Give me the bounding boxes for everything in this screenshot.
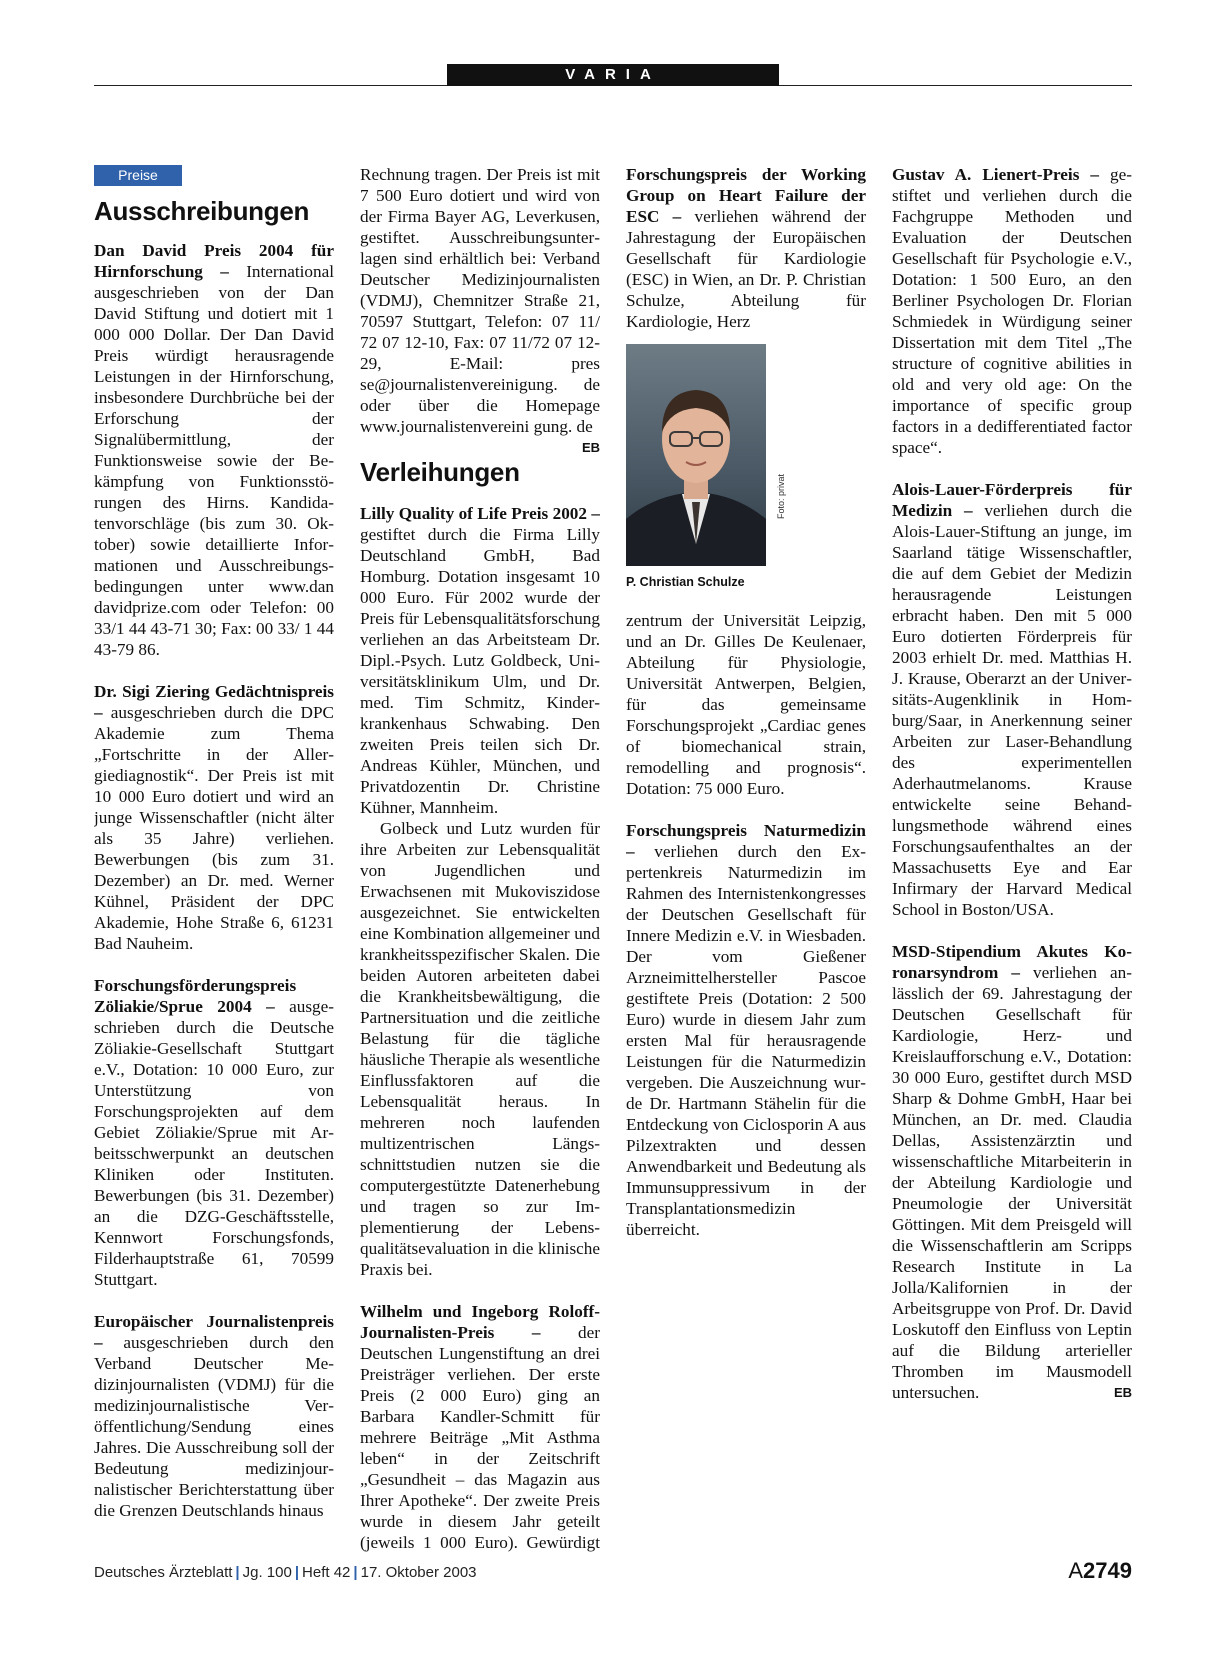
entry-naturmedizin: [626, 820, 866, 1240]
entry-body: verliehen anlässlich der 69. Jahrestagung der Deutschen Gesellschaft für Kardiologie, Herz- und Kreislaufforschung e.V., Dotation: 30 000 Euro, gestiftet durch MSD Sharp & Dohme GmbH, Haar bei München, an Dr. med. Claudia Dellas, Assistenzärztin und wissenschaftliche Mitarbeiterin in der Abteilung Kardiologie und Pneumologie der Universität Göttingen. Mit dem Preisgeld will die Wissenschaftlerin am Scripps Research Institute in La Jolla/Kalifornien in der Arbeitsgruppe von Prof. Dr. David Loskutoff den Einfluss von Leptin auf die Bildung arterieller Thromben im Mausmodell untersuchen.: [892, 963, 1132, 1402]
signature: EB: [581, 440, 600, 455]
category-tag: Preise: [94, 165, 182, 186]
column-2: [360, 164, 600, 1554]
footer-date: 17. Oktober 2003: [360, 1564, 477, 1581]
entry-body: gestiftet durch die Firma Lilly Deutschland GmbH, Bad Homburg. Dotation insgesamt 10 000 Euro. Für 2002 wurde der Preis für Lebensqualitätsforschung verliehen an das Arbeitsteam Dr. Dipl.-Psych. Lutz Goldbeck, Universitätsklinikum Ulm, und Dr. med. Tim Schmitz, Kinderkrankenhaus Schwabing. Den zweiten Preis teilen sich Dr. Andreas Kühler, München, und Privatdozentin Dr. Christine Kühner, Mannheim.: [360, 525, 600, 817]
entry-heart-failure-continued: zentrum der Universität Leipzig, und an Dr. Gilles De Keulenaer, Abteilung für Physiologie, Universität Antwerpen, Belgien, für das gemeinsame Forschungsprojekt „Cardiac genes of biomechanical strain, remodelling and prognosis“. Dotation: 75 000 Euro.: [626, 611, 866, 798]
footer-journal: Deutsches Ärzteblatt: [94, 1564, 233, 1581]
entry-body: ausgeschrieben durch die DPC Akademie zum Thema „Fortschritte in der Allergiediagnostik“. Der Preis ist mit 10 000 Euro dotiert und wird an junge Wissenschaftler (nicht älter als 35 Jahre) verliehen. Bewerbungen (bis zum 31. Dezember) an Dr. med. Werner Kühnel, Präsident der DPC Akademie, Hohe Straße 6, 61231 Bad Nauheim.: [94, 703, 334, 953]
heading-ausschreibungen: Ausschreibungen: [94, 196, 310, 226]
entry-body: gestiftet und verliehen durch die Fachgruppe Methoden und Evaluation der Deutschen Gesellschaft für Psychologie e.V., Dotation: 1 500 Euro, an den Berliner Psychologen Dr. Florian Schmiedek in Würdigung seiner Dissertation mit dem Titel „The structure of cognitive abilities in old and very old age: On the importance of specific group factors in a dedifferentiated factor space“.: [892, 165, 1132, 457]
entry-roloff: [360, 1301, 600, 1554]
portrait-illustration: [626, 344, 766, 566]
entry-body: verliehen während der Jahrestagung der Europäischen Gesellschaft für Kardiologie (ESC) in Wien, an Dr. P. Christian Schulze, Abteilung für Kardiologie, Herz: [626, 207, 866, 331]
page-prefix: A: [1068, 1558, 1084, 1583]
entry-ziering: [94, 681, 334, 954]
page-number: [1068, 1558, 1132, 1584]
entry-title: MSD-Stipendium Akutes Koronarsyndrom –: [892, 942, 1132, 982]
entry-body: verliehen durch den Expertenkreis Naturmedizin im Rahmen des Internistenkongresses der Deutschen Gesellschaft für Innere Medizin e.V. in Wiesbaden. Der vom Gießener Arzneimittelhersteller Pascoe gestiftete Preis (Dotation: 2 500 Euro) wurde in diesem Jahr zum ersten Mal für herausragende Leistungen für die Naturmedizin vergeben. Die Auszeichnung wurde Dr. Hartmann Stähelin für die Entdeckung von Ciclosporin A aus Pilzextrakten und dessen Anwendbarkeit und Bedeutung als Immunsuppressivum in der Transplantationsmedizin überreicht.: [626, 842, 866, 1239]
photo-caption: P. Christian Schulze: [626, 575, 745, 589]
entry-dan-david: [94, 240, 334, 660]
entry-lilly-paragraph-2: Golbeck und Lutz wurden für ihre Arbeiten zur Lebensqualität von Jugendlichen und Erwachsenen mit Mukoviszidose ausgezeichnet. Sie entwickelten eine Kombination allgemeiner und krankheitsspezifischer Skalen. Die beiden Autoren arbeiteten dabei die Krankheitsbewältigung, die Partnersituation und die zeitliche Belastung für die tägliche häusliche Therapie als wesentliche Einflussfaktoren auf die Lebensqualität heraus. In mehreren noch laufenden multizentrischen Längsschnittstudien nutzen sie die computergestützte Datenerhebung und tragen so zur Implementierung der Lebensqualitätsevaluation in die klinische Praxis bei.: [360, 819, 600, 1279]
heading-verleihungen: Verleihungen: [360, 457, 520, 487]
entry-title: Gustav A. Lienert-Preis –: [892, 165, 1100, 184]
footer-volume: Jg. 100: [242, 1564, 292, 1581]
entry-body: ausgeschrieben durch den Verband Deutscher Medizinjournalisten (VDMJ) für die medizinjournalistische Veröffentlichung/Sendung eines Jahres. Die Ausschreibung soll der Bedeutung medizinjournalistischer Berichterstattung über die Grenzen Deutschlands hinaus: [94, 1333, 334, 1520]
entry-title: Dr. Sigi Ziering Gedächtnispreis –: [94, 682, 334, 722]
photo-credit: Foto: privat: [776, 473, 786, 519]
entry-body: verliehen durch die Alois-Lauer-Stiftung an junge, im Saarland tätige Wissenschaftler, die auf dem Gebiet der Medizin herausragende Leistungen erbracht haben. Den mit 5 000 Euro dotierten Förderpreis für 2003 erhielt Dr. med. Matthias H. J. Krause, Oberarzt an der Universitäts-Augenklinik in Homburg/Saar, in Anerkennung seiner Arbeiten zur Laser-Behandlung des experimentellen Aderhautmelanoms. Krause entwickelte seine Behandlungsmethode während eines Forschungsaufenthaltes an der Massachusetts Eye and Ear Infirmary der Harvard Medical School in Boston/USA.: [892, 501, 1132, 919]
entry-title: Europäischer Journalistenpreis –: [94, 1312, 334, 1352]
column-3: [626, 164, 866, 1554]
entry-msd: [892, 941, 1132, 1403]
entry-lienert: [892, 164, 1132, 458]
entry-body: ausgeschrieben durch die Deutsche Zöliakie-Gesellschaft Stuttgart e.V., Dotation: 10 000 Euro, zur Unterstützung von Forschungsprojekten auf dem Gebiet Zöliakie/Sprue mit Arbeitsschwerpunkt an deutschen Kliniken oder Instituten. Bewerbungen (bis 31. Dezember) an die DZG-Geschäftsstelle, Kennwort Forschungsfonds, Filderhauptstraße 61, 70599 Stuttgart.: [94, 997, 334, 1289]
entry-title: Forschungspreis der Working Group on Heart Failure der ESC –: [626, 165, 866, 226]
entry-zoeliakie: [94, 975, 334, 1290]
portrait-figure: [626, 344, 866, 600]
entry-title: Dan David Preis 2004 für Hirnforschung –: [94, 241, 334, 281]
entry-title: Alois-Lauer-Förderpreis für Medizin –: [892, 480, 1132, 520]
page-number-value: 2749: [1083, 1558, 1132, 1583]
entry-journalistenpreis-continued: [360, 164, 600, 455]
entry-lilly: [360, 503, 600, 818]
entry-body: International ausgeschrieben von der Dan David Stiftung und dotiert mit 1 000 000 Dollar. Der Dan David Preis würdigt herausragende Leistungen in der Hirnforschung, insbesondere Durchbrüche bei der Erforschung der Signalübermittlung, der Funktionsweise sowie der Bekämpfung von Funktionsstörungen des Hirns. Kandidatenvorschläge (bis zum 30. Oktober) sowie detaillierte Informationen und Ausschreibungsbedingungen unter www.dan davidprize.com oder Telefon: 00 33/1 44 43-71 30; Fax: 00 33/ 1 44 43-79 86.: [94, 262, 334, 659]
entry-heart-failure: [626, 164, 866, 332]
footer-issue: Heft 42: [302, 1564, 351, 1581]
entry-lauer: [892, 479, 1132, 920]
column-4: [892, 164, 1132, 1554]
entry-body-continued: Rechnung tragen. Der Preis ist mit 7 500 Euro dotiert und wird von der Firma Bayer AG, Leverkusen, gestiftet. Ausschreibungsunterlagen sind erhältlich bei: Verband Deutscher Medizinjournalisten (VDMJ), Chemnitzer Straße 21, 70597 Stuttgart, Telefon: 07 11/ 72 07 12-10, Fax: 07 11/72 07 12-29, E-Mail: pres se@journalistenvereinigung. de oder über die Homepage www.journalistenvereini gung. de: [360, 165, 600, 436]
portrait-photo: [626, 344, 766, 566]
section-banner: VARIA: [447, 64, 779, 86]
column-1: [94, 164, 334, 1554]
entry-title: Forschungspreis Naturmedizin –: [626, 821, 866, 861]
entry-body: der Deutschen Lungenstiftung an drei Preisträger verliehen. Der erste Preis (2 000 Euro) ging an Barbara Kandler-Schmitt für mehrere Beiträge „Mit Asthma leben“ in der Zeitschrift „Gesundheit – das Magazin aus Ihrer Apotheke“. Der zweite Preis wurde in diesem Jahr geteilt (jeweils 1 000 Euro). Gewürdigt: [360, 1323, 600, 1552]
footer-citation: Deutsches Ärzteblatt | Jg. 100 | Heft 42 | 17. Oktober 2003: [94, 1564, 477, 1581]
page-footer: [94, 1558, 1132, 1588]
entry-journalistenpreis: [94, 1311, 334, 1521]
entry-title: Forschungsförderungspreis Zöliakie/Sprue 2004 –: [94, 976, 297, 1016]
entry-title: Wilhelm und Ingeborg Roloff-Journalisten-Preis –: [360, 1302, 600, 1342]
signature: EB: [1113, 1385, 1132, 1400]
entry-title: Lilly Quality of Life Preis 2002 –: [360, 504, 600, 523]
